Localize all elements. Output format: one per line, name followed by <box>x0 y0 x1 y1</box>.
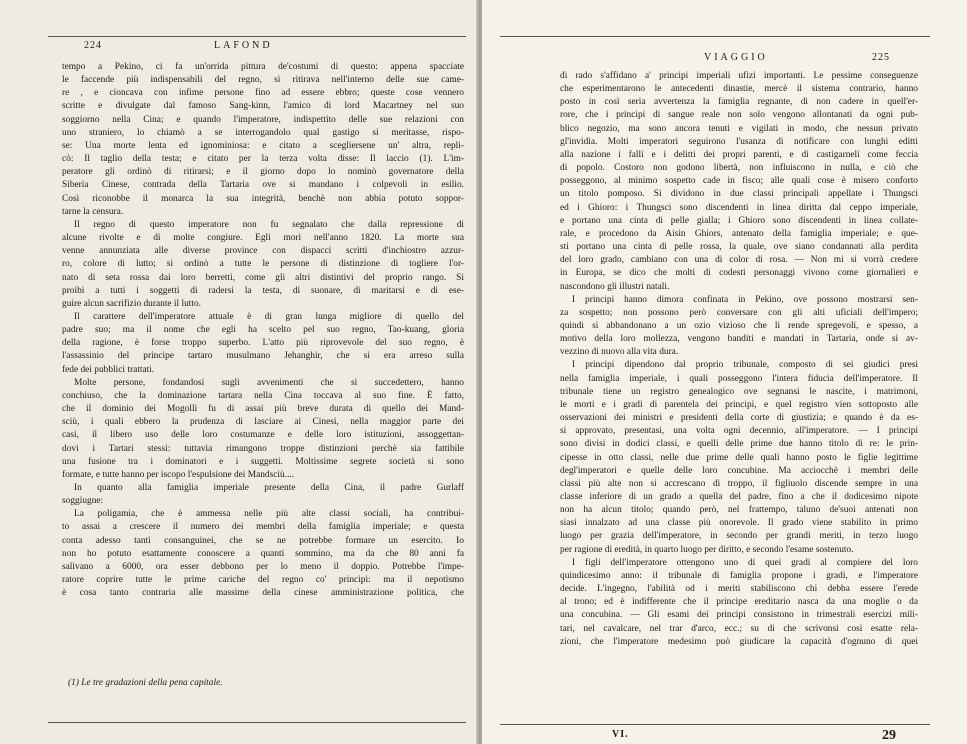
text-line: I principi dipendono dal proprio tribunale, composto di sei giudici presi <box>572 360 918 371</box>
text-line: nato di seta rossa dai loro berretti, come gli altri distintivi del proprio rango. Si <box>62 272 464 283</box>
text-line: quindi si abbandonano a un ozio vizioso che li rende spregevoli, e spesso, a <box>560 320 918 331</box>
text-line: fede dei pubblici trattati. <box>62 364 155 375</box>
text-line: Siberia Cinese, contrada della Tartaria ove si mandano i colpevoli in esilio. <box>62 180 464 191</box>
bottom-rule <box>500 724 930 725</box>
text-line: guire alcun sacrifizio durante il lutto. <box>62 298 202 309</box>
text-line: peratore gli ordinò di ritirarsi; e il giorno dopo lo nominò governatore della <box>62 167 464 178</box>
text-line: sono divisi in dodici classi, e quelli delle prime due hanno titolo di re: le prin- <box>560 439 918 450</box>
text-line: ed i Ghioro: i Thungsci sono discendenti in linea diritta dal ceppo imperiale, <box>560 202 918 213</box>
running-head: LAFOND <box>214 40 273 51</box>
text-line: tribunale tiene un registro genealogico ove segnansi le nascite, i matrimoni, <box>560 386 918 397</box>
text-line: siasi innalzato ad una classe più onorevole. Il grado viene stabilito in primo <box>560 518 918 529</box>
text-line: osservazioni dei ministri e presidenti della corte di giustizia; e quando è da es- <box>560 413 918 424</box>
text-line: In quanto alla famiglia imperiale presente della Cina, il padre Gurlaff <box>74 483 464 493</box>
text-line: to assai a crescere il numero dei membri della famiglia imperiale; e questa <box>62 522 464 533</box>
text-line: quindicesimo anno: il tribunale di famiglia propone i gradi, e l'imperatore <box>560 570 918 581</box>
text-line: vezzino di nuovo alla vita dura. <box>560 347 679 358</box>
text-line: di rado s'affidano a' principi imperiali ufizi importanti. Le pessime conseguenze <box>560 71 918 81</box>
text-line: I principi hanno dimora confinata in Pekino, ove possono mostrarsi sen- <box>572 294 918 305</box>
text-line: dovi i Tartari stessi: tuttavia rimangono troppe distinzioni perchè sia fattibile <box>62 443 464 454</box>
text-line: Il carattere dell'imperatore attuale è di gran lunga migliore di quello del <box>74 311 464 322</box>
footnote: (1) Le tre gradazioni della pena capitale. <box>68 678 223 688</box>
text-line: venne annunziata alle diverse province con dispacci scritti d'inchiostro azzur- <box>62 246 464 257</box>
text-line: classe inferiore di un grado a quella del padre, fino a che il dodicesimo nipote <box>560 492 918 502</box>
text-line: l'assassinio del principe tartaro musulmano Jehanghir, che si era arreso sulla <box>62 351 464 362</box>
running-head: VIAGGIO <box>704 52 768 63</box>
text-line: Molte persone, fondandosi sugli avvenimenti che si succedettero, hanno <box>74 377 464 388</box>
text-line: tari, nel cavalcare, nel trar d'arco, ecc.; su di che scrivonsi così esatte rela- <box>560 623 918 634</box>
text-line: una fusione tra i dominatori e i suggetti. Moltissime segrete società si sono <box>62 456 464 467</box>
text-line: è cosa tanto contraria alle massime della cinese amministrazione politica, che <box>62 588 464 599</box>
text-line: della ragione, è forse troppo superbo. L'atto più riprovevole del suo regno, è <box>62 338 464 349</box>
text-line: La poligamia, che è ammessa nelle più alte classi sociali, ha contribui- <box>74 509 464 520</box>
text-line: decide. L'ingegno, l'abilità od i meriti stabiliscono chi debba essere l'erede <box>560 584 918 595</box>
text-line: conchiuso, che la dominazione tartara nella Cina toccava al suo fine. È fatto, <box>62 390 464 401</box>
text-line: per ragione di eredità, in quarto luogo per diritto, e secondo l'esame sostenuto. <box>560 544 854 555</box>
text-line: ratore coprire tutte le prime cariche del regno co' principi: ma il nepotismo <box>62 575 464 586</box>
text-line: conta adesso tanti consanguinei, che se ne potrebbe formare un esercito. Io <box>62 535 464 546</box>
right-body-text <box>560 70 918 698</box>
right-page <box>482 0 967 744</box>
text-line: del loro grado, cambiano con una di color di rosa. — Non mi si vorrà credere <box>560 255 918 266</box>
text-line: tarne la censura. <box>62 206 124 217</box>
text-line: Il regno di questo imperatore non fu segnalato che dalla repressione di <box>74 219 464 230</box>
text-line: padre suo; ma il nome che egli ha scelto pel suo regno, Tao-kuang, gloria <box>62 325 464 336</box>
text-line: alcune rivolte e di molte congiure. Egli morì nell'anno 1820. La morte sua <box>62 233 464 244</box>
text-line: nascondono gli illustri natali. <box>560 281 670 292</box>
bottom-rule <box>48 722 466 723</box>
text-line: un titolo pomposo. Si dividono in due classi principali appellate i Thungsci <box>560 189 918 200</box>
text-line: alla nazione i falli e i delitti dei propri parenti, e di castigarneli come feccia <box>560 149 918 160</box>
text-line: posseggono, al minimo sospetto cade in fisco; alle quali cose è misero conforto <box>560 176 918 187</box>
text-line: proibì a tutti i soggetti di radersi la testa, di suonare, di maritarsi e di ese- <box>62 285 464 296</box>
text-line: salivano a 6000, ora esser debbono per lo meno il doppio. Potrebbe l'impe- <box>62 561 464 572</box>
text-line: I figli dell'imperatore ottengono uno di quei gradi al compiere del loro <box>572 557 918 568</box>
text-line: sciù, i quali ebbero la prudenza di lasciare ai Cinesi, nella maggior parte dei <box>62 417 464 428</box>
text-line: una concubina. — Gli esami dei principi consistono in trimestrali esercizi mili- <box>560 610 918 621</box>
text-line: in Europa, se dico che molti di codesti personaggi vivono come giornalieri e <box>560 268 918 279</box>
text-line: za sospetto; non possono però conversare con gli alti uficiali dell'impero; <box>560 307 918 318</box>
text-line: casi, il libero uso delle loro costumanze e delle loro istituzioni, assoggettan- <box>62 430 464 441</box>
text-line: gl'invidia. Molti imperatori seguirono l'usanza di notificare con lunghi editti <box>560 136 918 147</box>
text-line: motivo della loro mollezza, vengono banditi e mandati in Tartaria, onde si av- <box>560 334 918 345</box>
text-line: zioni, che l'imperatore medesimo può giudicare la capacità d'ognuno di quei <box>560 636 918 647</box>
text-line: re , e cioncava con infime persone fino ad essere ebbro; queste cose vennero <box>62 88 464 99</box>
left-body-text <box>62 61 464 661</box>
text-line: le faccende più indispensabili del regno, si ritirava nell'interno delle sue came- <box>62 75 464 86</box>
text-line: blico negozio, ma sono ancora tenuti e vigilati in modo, che nessun privato <box>560 123 918 134</box>
text-line: che il dominio dei Mogolli fu di assai più breve durata di quello dei Mand- <box>62 404 464 415</box>
text-line: al trono; ed è indifferente che il principe ereditario nasca da una moglie o da <box>560 597 918 608</box>
text-line: rore, che i principi di sangue reale non solo vengono allontanati da ogni pub- <box>560 110 918 121</box>
text-line: luogo per grazia dell'imperatore, in secondo per grandi meriti, in terzo luogo <box>560 531 918 542</box>
top-rule <box>500 36 930 37</box>
text-line: classi più alte non si accrescano di troppo, il figliuolo discende sempre in una <box>560 478 918 489</box>
text-line: cò: Il taglio della testa; e citato per la terza volta disse: Il laccio (1). L'im- <box>62 154 464 165</box>
text-line: formate, e tutte hanno per iscopo l'espulsione dei Mandsciù.... <box>62 469 295 480</box>
text-line: che esperimentarono le antecedenti dinastie, mercè il sistema contrario, hanno <box>560 84 918 95</box>
text-line: si approvato, presentasi, una volta ogni decennio, all'imperatore. — I principi <box>560 426 918 437</box>
text-line: tempo a Pekino, ci fa un'orrida pittura de'costumi di questo: appena spacciate <box>62 62 464 72</box>
text-line: nella famiglia imperiale, i quali posseggono l'intera fiducia dell'imperatore. Il <box>560 373 918 384</box>
text-line: scritte e divulgate dal famoso Sang-kinn, l'amico di lord Macartney nel suo <box>62 101 464 112</box>
text-line: non ha alcun titolo; quando però, nel frattempo, taluno de'suoi antenati non <box>560 505 918 516</box>
text-line: uno straniero, lo chiamò a se interrogandolo qual gastigo si meritasse, rispo- <box>62 127 464 138</box>
signature-mark: VI. <box>612 729 629 740</box>
text-line: posto in così seria avvertenza la famiglia regnante, di non cadere in quell'er- <box>560 97 918 108</box>
top-rule <box>48 36 466 37</box>
text-line: se: Una morte lenta ed ignominiosa: e citato a scegliersene un' altra, repli- <box>62 140 464 151</box>
left-page <box>0 0 478 744</box>
text-line: sti portano una cinta di pelle rossa, la quale, ove siano condannati alla perdita <box>560 242 918 253</box>
text-line: di popolo. Costoro non godono libertà, non influiscono in nulla, e ciò che <box>560 163 918 174</box>
page-number: 225 <box>872 52 890 63</box>
text-line: non ho potuto esattamente conoscere a quanti sommino, ma da che 80 anni fa <box>62 548 464 559</box>
text-line: e portano una cinta di pelle gialla; i Ghioro sono discendenti in linea collate- <box>560 215 918 226</box>
text-line: soggiugne: <box>62 496 104 507</box>
text-line: soggiorno nella Cina; e quando l'imperatore, indispettito delle sue relazioni con <box>62 114 464 125</box>
text-line: ro, colore di lutto; si ordinò a tutte le persone di distinzione di togliere l'or- <box>62 259 464 270</box>
text-line: cipesse in otto classi, nelle due prime delle quali hanno posto le figlie legittime <box>560 452 918 463</box>
page-number: 224 <box>84 40 102 51</box>
text-line: le morti e i gradi di parentela dei principi, e quel registro vien sottoposto alle <box>560 399 918 410</box>
folio-mark: 29 <box>882 728 896 743</box>
text-line: degl'imperatori e quelle delle loro concubine. Ma acciocchè i membri delle <box>560 465 918 476</box>
text-line: Così riconobbe il monarca la sua integrità, benchè non abbia potuto soppor- <box>62 193 464 204</box>
text-line: rale, e procedono da Aisin Ghiors, antenato della famiglia imperiale; e que- <box>560 228 918 239</box>
